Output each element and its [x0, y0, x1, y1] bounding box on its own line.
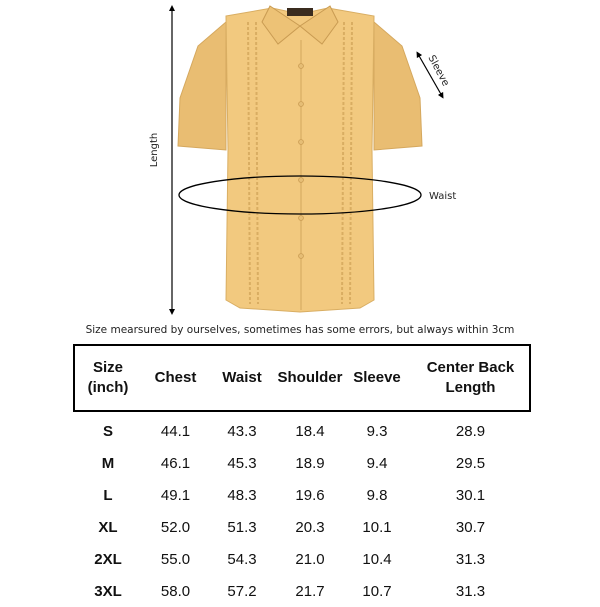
right-sleeve	[374, 22, 422, 150]
cell-size: 2XL	[94, 550, 122, 568]
cell-waist: 45.3	[227, 454, 257, 472]
cell-sleeve: 9.8	[366, 486, 388, 504]
sleeve-label: Sleeve	[425, 53, 451, 89]
cell-chest: 46.1	[160, 454, 191, 472]
header-size: Size (inch)	[87, 359, 129, 396]
header-chest: Chest	[154, 369, 197, 386]
table-row	[73, 447, 531, 479]
measurement-note: Size mearsured by ourselves, sometimes has some errors, but always within 3cm	[85, 324, 515, 336]
table-row	[73, 575, 531, 607]
brand-label	[287, 8, 313, 16]
cell-waist: 54.3	[227, 550, 257, 568]
header-waist: Waist	[222, 369, 262, 386]
cell-chest: 55.0	[160, 550, 191, 568]
cell-length: 30.7	[455, 518, 486, 536]
cell-chest: 44.1	[160, 422, 191, 440]
cell-chest: 52.0	[160, 518, 191, 536]
cell-size: S	[102, 422, 113, 440]
cell-length: 30.1	[455, 486, 486, 504]
waist-label: Waist	[429, 191, 457, 202]
cell-shoulder: 21.7	[295, 582, 325, 600]
table-row	[73, 415, 531, 447]
cell-length: 31.3	[455, 582, 486, 600]
left-sleeve	[178, 22, 226, 150]
cell-sleeve: 9.4	[366, 454, 388, 472]
table-row	[73, 511, 531, 543]
cell-chest: 49.1	[160, 486, 191, 504]
header-sleeve: Sleeve	[353, 369, 401, 386]
length-label: Length	[149, 132, 160, 168]
shirt-illustration	[178, 6, 422, 312]
cell-size: XL	[98, 518, 118, 536]
cell-waist: 43.3	[227, 422, 257, 440]
cell-sleeve: 10.7	[362, 582, 392, 600]
cell-size: 3XL	[94, 582, 122, 600]
cell-length: 29.5	[455, 454, 486, 472]
header-length: Center Back Length	[426, 359, 515, 396]
cell-waist: 48.3	[227, 486, 257, 504]
cell-sleeve: 10.4	[362, 550, 392, 568]
cell-shoulder: 20.3	[295, 518, 325, 536]
cell-size: M	[101, 454, 115, 472]
cell-waist: 51.3	[227, 518, 257, 536]
cell-waist: 57.2	[227, 582, 257, 600]
cell-length: 31.3	[455, 550, 486, 568]
cell-size: L	[103, 486, 113, 504]
cell-sleeve: 9.3	[366, 422, 388, 440]
cell-shoulder: 18.9	[295, 454, 325, 472]
header-shoulder: Shoulder	[277, 369, 343, 386]
cell-chest: 58.0	[160, 582, 191, 600]
cell-shoulder: 19.6	[295, 486, 325, 504]
cell-shoulder: 21.0	[295, 550, 325, 568]
table-row	[73, 543, 531, 575]
cell-length: 28.9	[455, 422, 486, 440]
cell-shoulder: 18.4	[295, 422, 325, 440]
cell-sleeve: 10.1	[362, 518, 392, 536]
table-row	[73, 479, 531, 511]
